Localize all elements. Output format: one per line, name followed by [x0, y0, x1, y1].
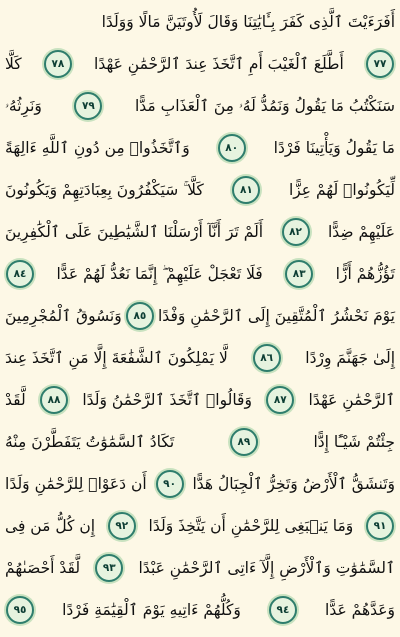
text-line: [4, 296, 396, 336]
text-line: [4, 2, 396, 42]
verse-text-segment: أَفَرَءَيْتَ ٱلَّذِى كَفَرَ بِـَٔايَٰتِنَا وَقَالَ لَأُوتَيَنَّ مَالًا وَوَلَدًا: [101, 13, 395, 31]
text-line: [4, 506, 396, 546]
text-line: [4, 212, 396, 252]
verse-text-segment: جِئْتُمْ شَيْـًٔا إِدًّا: [313, 433, 395, 451]
ayah-number-marker: ٧٨: [44, 50, 72, 78]
ayah-number-marker: ٨٠: [218, 134, 246, 162]
ayah-number-marker: ٨٢: [282, 218, 310, 246]
ayah-number-marker: ٩٠: [156, 470, 184, 498]
verse-text-segment: لَّقَدْ: [5, 391, 26, 409]
text-line: [4, 338, 396, 378]
ayah-number-marker: ٩٤: [269, 596, 297, 624]
verse-text-segment: وَنَرِثُهُۥ: [5, 97, 42, 115]
verse-text-segment: كَلَّا: [5, 55, 22, 73]
ayah-number-marker: ٨١: [232, 176, 260, 204]
verse-text-segment: مَا يَقُولُ وَيَأْتِينَا فَرْدًا: [273, 139, 395, 157]
verse-text-segment: تَؤُزُّهُمْ أَزًّا: [335, 265, 395, 283]
text-line: [4, 128, 396, 168]
ayah-number-marker: ٩٥: [6, 596, 34, 624]
text-line: [4, 464, 396, 504]
verse-text-segment: عَلَيْهِمْ ضِدًّا: [327, 223, 395, 241]
verse-text-segment: وَمَا يَنۢبَغِى لِلرَّحْمَٰنِ أَن يَتَّخِذَ وَلَدًا: [148, 517, 354, 535]
text-line: [4, 170, 396, 210]
verse-text-segment: أَطَّلَعَ ٱلْغَيْبَ أَمِ ٱتَّخَذَ عِندَ ٱلرَّحْمَٰنِ عَهْدًا: [94, 55, 344, 73]
ayah-number-marker: ٨٨: [40, 386, 68, 414]
verse-text-segment: وَنَسُوقُ ٱلْمُجْرِمِينَ: [5, 307, 122, 325]
verse-text-segment: سَنَكْتُبُ مَا يَقُولُ وَنَمُدُّ لَهُۥ مِنَ ٱلْعَذَابِ مَدًّا: [134, 97, 395, 115]
verse-text-segment: وَٱتَّخَذُوا۟ مِن دُونِ ٱللَّهِ ءَالِهَةً: [5, 139, 190, 157]
ayah-number-marker: ٨٩: [230, 428, 258, 456]
ayah-number-marker: ٩٢: [108, 512, 136, 540]
verse-text-segment: ٱلسَّمَٰوَٰتِ وَٱلْأَرْضِ إِلَّآ ءَاتِى ٱلرَّحْمَٰنِ عَبْدًا: [138, 559, 395, 577]
ayah-number-marker: ٨٤: [6, 260, 34, 288]
ayah-number-marker: ٩١: [366, 512, 394, 540]
text-line: [4, 548, 396, 588]
ayah-number-marker: ٧٧: [366, 50, 394, 78]
ayah-number-marker: ٨٦: [253, 344, 281, 372]
verse-text-segment: وَقَالُوا۟ ٱتَّخَذَ ٱلرَّحْمَٰنُ وَلَدًا: [82, 391, 252, 409]
text-line: [4, 44, 396, 84]
verse-text-segment: إِن كُلُّ مَن فِى: [5, 517, 96, 535]
verse-text-segment: لَّقَدْ أَحْصَىٰهُمْ: [5, 559, 81, 577]
verse-text-segment: وَكُلُّهُمْ ءَاتِيهِ يَوْمَ ٱلْقِيَٰمَةِ فَرْدًا: [62, 601, 241, 619]
verse-text-segment: أَلَمْ تَرَ أَنَّآ أَرْسَلْنَا ٱلشَّيَٰطِينَ عَلَى ٱلْكَٰفِرِينَ: [5, 223, 264, 241]
ayah-number-marker: ٨٧: [266, 386, 294, 414]
verse-text-segment: لَّا يَمْلِكُونَ ٱلشَّفَٰعَةَ إِلَّا مَنِ ٱتَّخَذَ عِندَ: [5, 349, 228, 367]
text-line: [4, 422, 396, 462]
verse-text-segment: ٱلرَّحْمَٰنِ عَهْدًا: [308, 391, 395, 409]
verse-text-segment: كَلَّا ۚ سَيَكْفُرُونَ بِعِبَادَتِهِمْ وَيَكُونُونَ: [5, 181, 204, 199]
verse-text-segment: وَتَنشَقُّ ٱلْأَرْضُ وَتَخِرُّ ٱلْجِبَالُ هَدًّا: [192, 475, 395, 493]
verse-text-segment: وَعَدَّهُمْ عَدًّا: [325, 601, 395, 619]
text-line: [4, 590, 396, 630]
ayah-number-marker: ٧٩: [74, 92, 102, 120]
text-line: [4, 86, 396, 126]
verse-text-segment: فَلَا تَعْجَلْ عَلَيْهِمْ ۖ إِنَّمَا نَعُدُّ لَهُمْ عَدًّا: [56, 265, 263, 283]
text-line: [4, 380, 396, 420]
ayah-number-marker: ٨٥: [126, 302, 154, 330]
text-line: [4, 254, 396, 294]
verse-text-segment: لِّيَكُونُوا۟ لَهُمْ عِزًّا: [288, 181, 395, 199]
verse-text-segment: أَن دَعَوْا۟ لِلرَّحْمَٰنِ وَلَدًا: [5, 475, 147, 493]
verse-text-segment: إِلَىٰ جَهَنَّمَ وِرْدًا: [305, 349, 395, 367]
ayah-number-marker: ٩٣: [95, 554, 123, 582]
verse-text-segment: يَوْمَ نَحْشُرُ ٱلْمُتَّقِينَ إِلَى ٱلرَّحْمَٰنِ وَفْدًا: [158, 307, 395, 325]
ayah-number-marker: ٨٣: [285, 260, 313, 288]
verse-text-segment: تَكَادُ ٱلسَّمَٰوَٰتُ يَتَفَطَّرْنَ مِنْهُ: [5, 433, 175, 451]
